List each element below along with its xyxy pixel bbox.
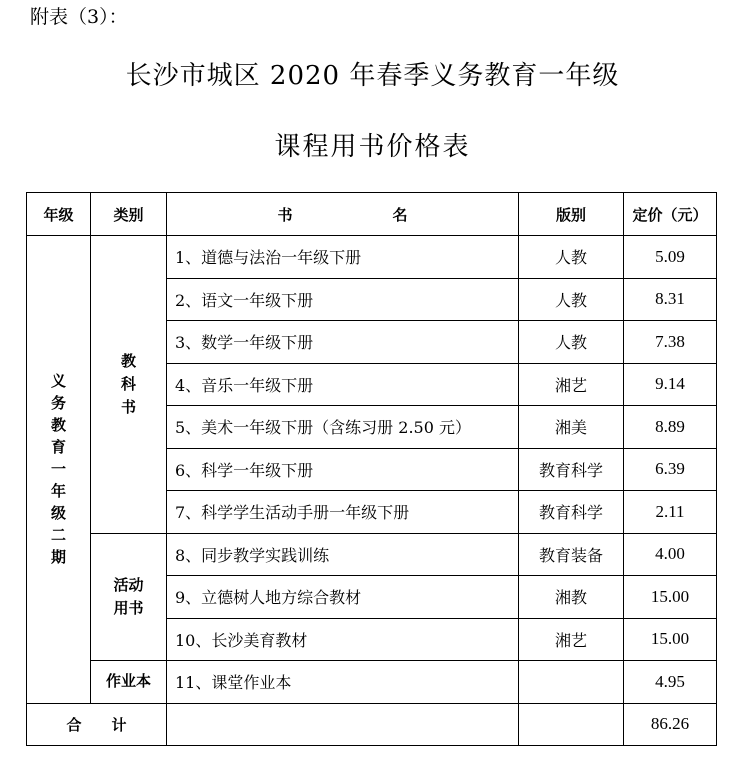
- book-price: 6.39: [624, 448, 717, 491]
- total-row: [27, 703, 717, 746]
- book-name: 4、音乐一年级下册: [167, 363, 519, 406]
- book-publisher: 人教: [519, 321, 624, 364]
- header-grade: 年级: [27, 193, 91, 236]
- total-empty-publisher: [519, 703, 624, 746]
- book-publisher: 教育装备: [519, 533, 624, 576]
- book-price: 8.89: [624, 406, 717, 449]
- book-name: 7、科学学生活动手册一年级下册: [167, 491, 519, 534]
- header-category: 类别: [91, 193, 167, 236]
- table-row: [27, 661, 717, 704]
- header-book: 书名: [167, 193, 519, 236]
- book-name: 9、立德树人地方综合教材: [167, 576, 519, 619]
- book-publisher: 教育科学: [519, 448, 624, 491]
- page-title: 长沙市城区 2020 年春季义务教育一年级: [125, 61, 620, 91]
- book-publisher: 湘美: [519, 406, 624, 449]
- book-price: 8.31: [624, 278, 717, 321]
- category-textbook: [91, 236, 167, 534]
- appendix-label: 附表（3）：: [30, 6, 128, 28]
- table-row: [27, 236, 717, 279]
- category-activity: [91, 533, 167, 661]
- book-name: 5、美术一年级下册（含练习册 2.50 元）: [167, 406, 519, 449]
- book-publisher: 湘教: [519, 576, 624, 619]
- book-publisher: 湘艺: [519, 618, 624, 661]
- book-price: 9.14: [624, 363, 717, 406]
- book-name: 2、语文一年级下册: [167, 278, 519, 321]
- grade-cell: [27, 236, 91, 704]
- table-row: [27, 533, 717, 576]
- book-name: 10、长沙美育教材: [167, 618, 519, 661]
- book-name: 11、课堂作业本: [167, 661, 519, 704]
- book-publisher: 教育科学: [519, 491, 624, 534]
- book-publisher: 人教: [519, 236, 624, 279]
- book-publisher: 湘艺: [519, 363, 624, 406]
- total-empty-name: [167, 703, 519, 746]
- book-publisher: 人教: [519, 278, 624, 321]
- total-price: 86.26: [624, 703, 717, 746]
- book-name: 6、科学一年级下册: [167, 448, 519, 491]
- category-textbook-label: 教科书: [121, 351, 137, 416]
- grade-label: 义务教育一年级二期: [51, 372, 67, 567]
- book-name: 1、道德与法治一年级下册: [167, 236, 519, 279]
- page-subtitle: 课程用书价格表: [274, 132, 471, 162]
- price-table: [26, 192, 717, 746]
- book-price: 7.38: [624, 321, 717, 364]
- book-price: 4.95: [624, 661, 717, 704]
- book-price: 2.11: [624, 491, 717, 534]
- category-activity-label: 活动用书: [113, 575, 144, 617]
- book-price: 15.00: [624, 576, 717, 619]
- header-price: 定价（元）: [624, 193, 717, 236]
- book-price: 5.09: [624, 236, 717, 279]
- header-publisher: 版别: [519, 193, 624, 236]
- book-price: 15.00: [624, 618, 717, 661]
- book-name: 8、同步教学实践训练: [167, 533, 519, 576]
- book-publisher: [519, 661, 624, 704]
- book-name: 3、数学一年级下册: [167, 321, 519, 364]
- header-row: [27, 193, 717, 236]
- total-label: 合计: [27, 703, 167, 746]
- category-workbook: 作业本: [91, 661, 167, 704]
- book-price: 4.00: [624, 533, 717, 576]
